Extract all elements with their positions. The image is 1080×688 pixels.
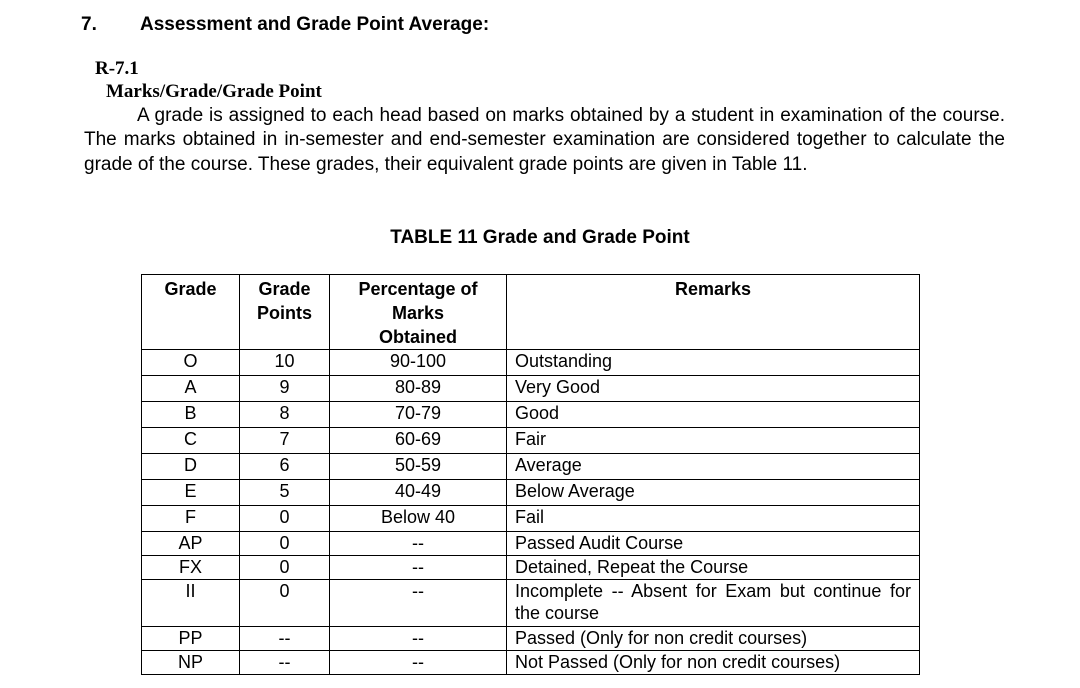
cell-grade: F [142,506,240,532]
table-row [142,580,920,627]
header-remarks: Remarks [507,275,920,350]
cell-grade: D [142,454,240,480]
cell-grade: PP [142,627,240,651]
cell-percentage: 80-89 [330,376,507,402]
section-title: Assessment and Grade Point Average: [140,14,490,35]
cell-points: 6 [240,454,330,480]
table-row [142,556,920,580]
cell-remarks: Detained, Repeat the Course [507,556,920,580]
cell-percentage: 60-69 [330,428,507,454]
cell-points: 5 [240,480,330,506]
cell-remarks: Good [507,402,920,428]
table-row [142,506,920,532]
table-row [142,627,920,651]
cell-points: 0 [240,580,330,627]
cell-remarks-text: Incomplete -- Absent for Exam but continue for the course [515,581,911,623]
cell-points: -- [240,627,330,651]
table-caption: TABLE 11 Grade and Grade Point [390,227,690,248]
cell-percentage: -- [330,651,507,675]
cell-remarks: Average [507,454,920,480]
table-row [142,651,920,675]
cell-percentage: 90-100 [330,350,507,376]
cell-grade: AP [142,532,240,556]
header-percentage: Percentage of Marks Obtained [330,275,507,350]
cell-percentage: 40-49 [330,480,507,506]
table-row [142,402,920,428]
cell-percentage: -- [330,580,507,627]
cell-grade: B [142,402,240,428]
cell-grade: C [142,428,240,454]
rule-paragraph: A grade is assigned to each head based on marks obtained by a student in examination of the course. The marks obtained in in-semester and end-semester examination are considered together to calculate the grade of the course. These grades, their equivalent grade points are given in Table 11. [84,105,1005,175]
cell-points: 7 [240,428,330,454]
table-row [142,428,920,454]
cell-percentage: -- [330,556,507,580]
cell-remarks: Very Good [507,376,920,402]
cell-points: 8 [240,402,330,428]
cell-remarks: Fail [507,506,920,532]
rule-heading: Marks/Grade/Grade Point [106,81,322,102]
section-number: 7. [81,14,97,35]
header-grade-points: Grade Points [240,275,330,350]
cell-percentage: 50-59 [330,454,507,480]
cell-percentage: -- [330,532,507,556]
table-row [142,350,920,376]
table-row [142,376,920,402]
table-row [142,454,920,480]
cell-grade: E [142,480,240,506]
table-row [142,480,920,506]
cell-points: 0 [240,532,330,556]
cell-grade: O [142,350,240,376]
cell-remarks: Not Passed (Only for non credit courses) [507,651,920,675]
cell-percentage: 70-79 [330,402,507,428]
header-grade: Grade [142,275,240,350]
cell-grade: NP [142,651,240,675]
cell-points: 0 [240,506,330,532]
cell-remarks [507,580,920,627]
cell-points: 0 [240,556,330,580]
cell-remarks: Below Average [507,480,920,506]
cell-points: 9 [240,376,330,402]
cell-percentage: -- [330,627,507,651]
cell-grade: II [142,580,240,627]
rule-id: R-7.1 [95,58,139,79]
cell-percentage: Below 40 [330,506,507,532]
table-row [142,532,920,556]
cell-remarks: Passed (Only for non credit courses) [507,627,920,651]
table-header-row [142,275,920,350]
cell-remarks: Passed Audit Course [507,532,920,556]
grade-table [141,274,920,675]
cell-remarks: Fair [507,428,920,454]
cell-points: -- [240,651,330,675]
cell-grade: FX [142,556,240,580]
cell-grade: A [142,376,240,402]
cell-points: 10 [240,350,330,376]
cell-remarks: Outstanding [507,350,920,376]
